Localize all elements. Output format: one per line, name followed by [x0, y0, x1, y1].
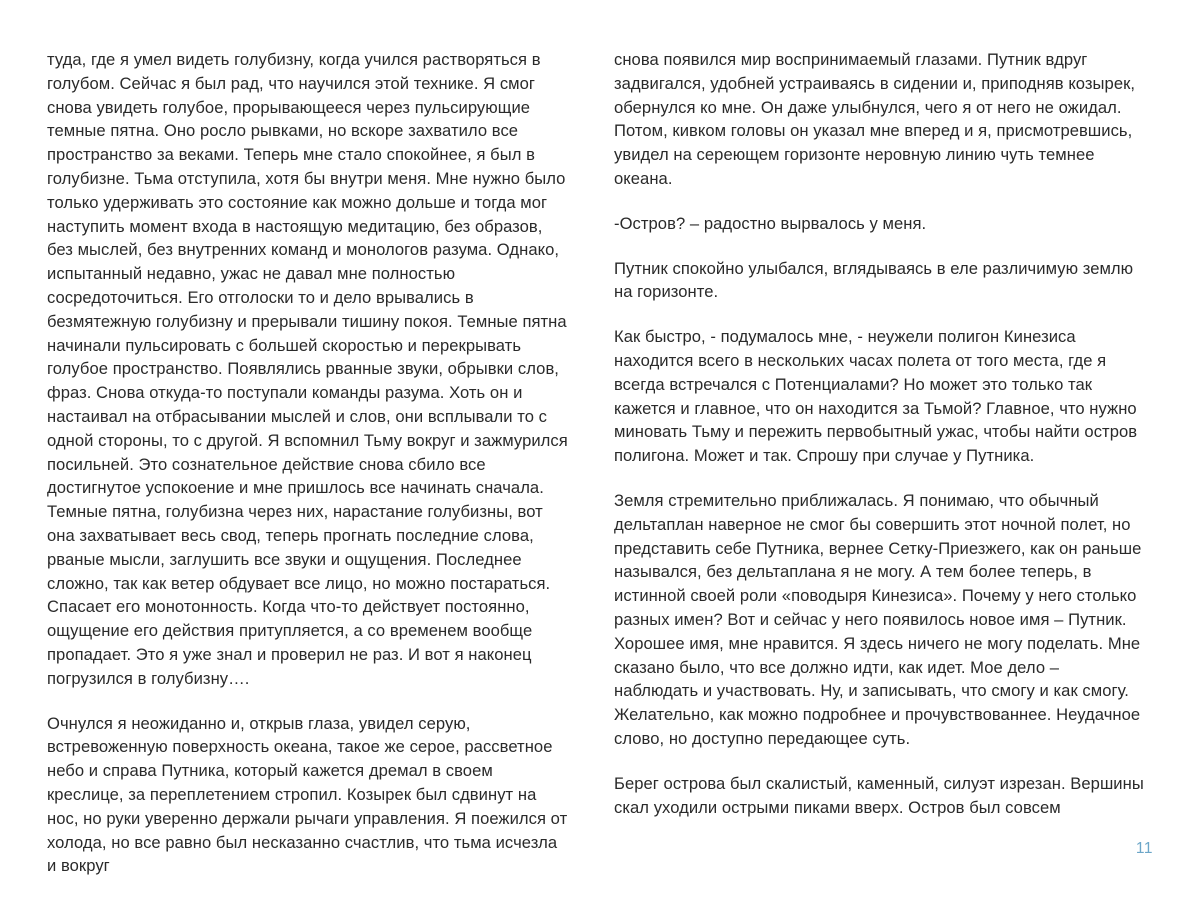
- page-number: 11: [1135, 840, 1153, 857]
- paragraph: туда, где я умел видеть голубизну, когда учился растворяться в голубом. Сейчас я был рад, что научился этой технике. Я смог снова увидеть голубое, прорывающееся через пульсирующие темные пятна. Оно росло рывками, но вскоре захватило все пространство за веками. Теперь мне стало спокойнее, я был в голубизне. Тьма отступила, хотя бы внутри меня. Мне нужно было только удерживать это состояние как можно дольше и тогда мог наступить момент входа в настоящую медитацию, без образов, без мыслей, без внутренних команд и монологов разума. Однако, испытанный недавно, ужас не давал мне полностью сосредоточиться. Его отголоски то и дело врывались в безмятежную голубизну и прерывали тишину покоя. Темные пятна начинали пульсировать с большей скоростью и перекрывать голубое пространство. Появлялись рванные звуки, обрывки слов, фраз. Снова откуда-то поступали команды разума. Хоть он и настаивал на отбрасывании мыслей и слов, они всплывали то с одной стороны, то с другой. Я вспомнил Тьму вокруг и зажмурился посильней. Это сознательное действие снова сбило все достигнутое успокоение и мне пришлось все начинать сначала. Темные пятна, голубизна через них, нарастание голубизны, вот она захватывает весь свод, теперь прогнать последние слова, рваные мысли, заглушить все звуки и ощущения. Последнее сложно, так как ветер обдувает все лицо, но можно постараться. Спасает его монотонность. Когда что-то действует постоянно, ощущение его действия притупляется, а со временем вообще пропадает. Это я уже знал и проверил не раз. И вот я наконец погрузился в голубизну….: [47, 50, 568, 688]
- paragraph: Как быстро, - подумалось мне, - неужели полигон Кинезиса находится всего в нескольких часах полета от того места, где я всегда встречался с Потенциалами? Но может это только так кажется и главное, что он находится за Тьмой? Главное, что нужно миновать Тьму и пережить первобытный ужас, чтобы найти остров полигона. Может и так. Спрошу при случае у Путника.: [614, 327, 1138, 466]
- right-column: [614, 48, 1146, 840]
- left-column: [47, 48, 569, 899]
- paragraph: -Остров? – радостно вырвалось у меня.: [614, 213, 927, 233]
- paragraph: Путник спокойно улыбался, вглядываясь в еле различимую землю на горизонте.: [614, 258, 1134, 302]
- paragraph: Земля стремительно приближалась. Я понимаю, что обычный дельтаплан наверное не смог бы совершить этот ночной полет, но представить себе Путника, вернее Сетку-Приезжего, как он раньше назывался, без дельтаплана я не могу. А тем более теперь, в истинной своей роли «поводыря Кинезиса». Почему у него столько разных имен? Вот и сейчас у него появилось новое имя – Путник. Хорошее имя, мне нравится. Я здесь ничего не могу поделать. Мне сказано было, что все должно идти, как идет. Мое дело – наблюдать и участвовать. Ну, и записывать, что смогу и как смогу. Желательно, как можно подробнее и прочувствованнее. Неудачное слово, но доступно передающее суть.: [614, 490, 1142, 748]
- paragraph: снова появился мир воспринимаемый глазами. Путник вдруг задвигался, удобней устраиваясь в сидении и, приподняв козырек, обернулся ко мне. Он даже улыбнулся, чего я от него не ожидал. Потом, кивком головы он указал мне вперед и я, присмотревшись, увидел на сереющем горизонте неровную линию чуть темнее океана.: [614, 50, 1136, 188]
- paragraph: Очнулся я неожиданно и, открыв глаза, увидел серую, встревоженную поверхность океана, такое же серое, рассветное небо и справа Путника, который кажется дремал в своем креслице, за переплетением стропил. Козырек был сдвинут на нос, но руки уверенно держали рычаги управления. Я поежился от холода, но все равно был несказанно счастлив, что тьма исчезла и вокруг: [47, 713, 568, 876]
- paragraph: Берег острова был скалистый, каменный, силуэт изрезан. Вершины скал уходили острыми пиками вверх. Остров был совсем: [614, 773, 1144, 817]
